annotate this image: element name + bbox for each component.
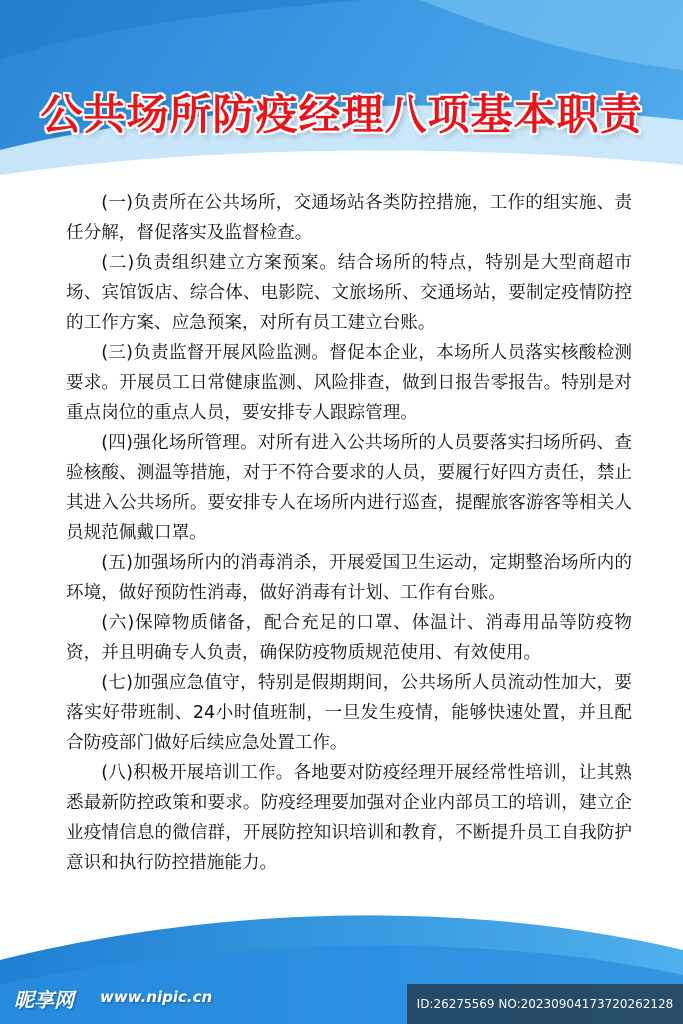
duty-item-1: (一)负责所在公共场所，交通场站各类防控措施，工作的组实施、责任分解，督促落实及监督检查。 [66,193,632,243]
image-id-bar: ID:26275569 NO:20230904173720262128 [407,984,683,1024]
duty-item-3: (三)负责监督开展风险监测。督促本企业，本场所人员落实核酸检测要求。开展员工日常健康监测、风险排查，做到日报告零报告。特别是对重点岗位的重点人员，要安排专人跟踪管理。 [66,343,632,423]
duty-item-2: (二)负责组织建立方案预案。结合场所的特点，特别是大型商超市场、宾馆饭店、综合体、电影院、文旅场所、交通场站，要制定疫情防控的工作方案、应急预案，对所有员工建立台账。 [66,253,632,333]
duty-item-7: (七)加强应急值守，特别是假期期间，公共场所人员流动性加大，要落实好带班制、24小时值班制，一旦发生疫情，能够快速处置，并且配合防疫部门做好后续应急处置工作。 [66,673,632,753]
duty-item-4: (四)强化场所管理。对所有进入公共场所的人员要落实扫场所码、查验核酸、测温等措施，对于不符合要求的人员，要履行好四方责任，禁止其进入公共场所。要安排专人在场所内进行巡查，提醒旅客游客等相关人员规范佩戴口罩。 [66,433,632,543]
watermark-logo: 昵享网 [14,988,74,1012]
duty-item-5: (五)加强场所内的消毒消杀，开展爱国卫生运动，定期整治场所内的环境，做好预防性消毒，做好消毒有计划、工作有台账。 [66,553,632,603]
duty-item-8: (八)积极开展培训工作。各地要对防疫经理开展经常性培训，让其熟悉最新防控政策和要求。防疫经理要加强对企业内部员工的培训，建立企业疫情信息的微信群，开展防控知识培训和教育，不断提升员工自我防护意识和执行防控措施能力。 [66,763,632,873]
duty-item-6: (六)保障物质储备，配合充足的口罩、体温计、消毒用品等防疫物资，并且明确专人负责，确保防疫物质规范使用、有效使用。 [66,613,632,663]
watermark-url: www.nipic.cn [100,988,213,1006]
poster-title: 公共场所防疫经理八项基本职责 [40,90,643,139]
duty-list [66,188,632,878]
